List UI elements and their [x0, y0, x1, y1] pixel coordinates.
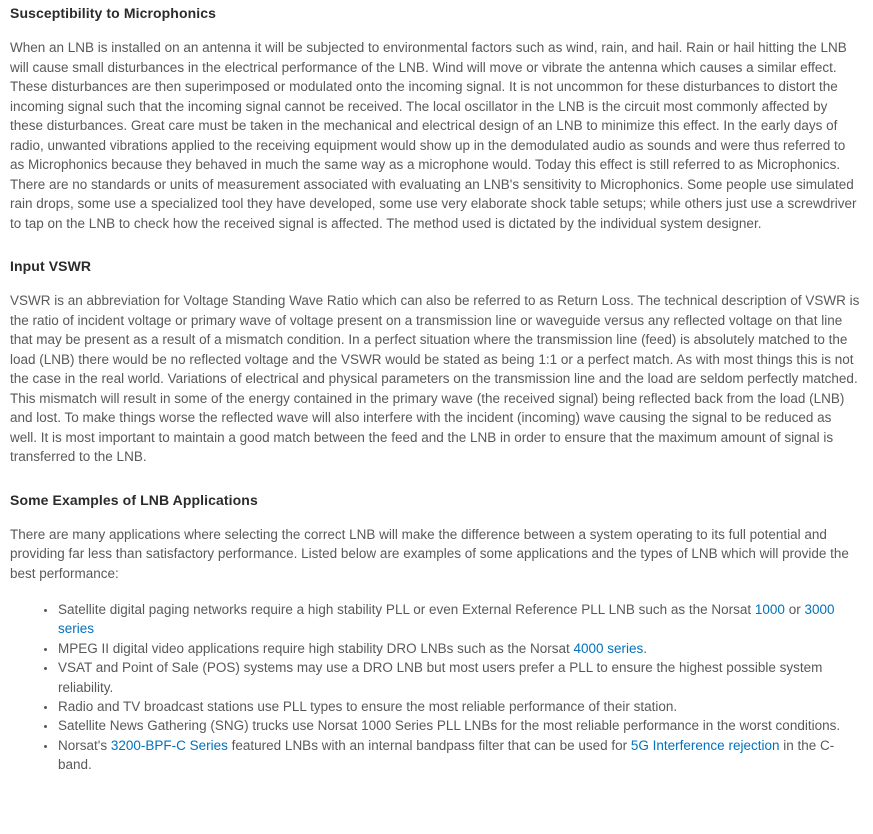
- list-item-text: in the C-band.: [58, 737, 835, 773]
- applications-list: [10, 600, 860, 775]
- list-item-text: Satellite digital paging networks require a high stability PLL or even External Reference PLL LNB such as the Norsat: [58, 602, 755, 617]
- list-item-text: featured LNBs with an internal bandpass filter that can be used for: [227, 737, 631, 753]
- input-vswr-heading: Input VSWR: [10, 258, 92, 274]
- input-vswr-paragraph: VSWR is an abbreviation for Voltage Standing Wave Ratio which can also be referred to as Return Loss. The technical description of VSWR is the ratio of incident voltage or primary wave of voltage present on a transmission line or waveguide versus any reflected voltage on that line that may be present as a result of a mismatch condition. In a perfect situation where the transmission line (feed) is absolutely matched to the load (LNB) there would be no reflected voltage and the VSWR would be stated as being 1:1 or a perfect match. As with most things this is not the case in the real world. Variations of electrical and physical parameters on the transmission line and the load are seldom perfectly matched. This mismatch will result in some of the energy contained in the primary wave (the received signal) being reflected back from the load (LNB) and lost. To make things worse the reflected wave will also interfere with the incident (incoming) wave causing the signal to be reduced as well. It is most important to maintain a good match between the feed and the LNB in order to ensure that the maximum amount of signal is transferred to the LNB.: [10, 293, 860, 464]
- section-input-vswr: [10, 258, 860, 467]
- link-3200-bpf-c-series[interactable]: 3200-BPF-C Series: [110, 737, 228, 753]
- list-item-text: Radio and TV broadcast stations use PLL types to ensure the most reliable performance of their station.: [58, 699, 678, 715]
- link-5g-interference-rejection[interactable]: 5G Interference rejection: [630, 737, 780, 753]
- list-item-text: VSAT and Point of Sale (POS) systems may use a DRO LNB but most users prefer a PLL to ensure the highest possible system reliability.: [58, 660, 823, 695]
- list-item-vsat-pos: [57, 658, 860, 697]
- list-item-text: or: [784, 602, 805, 617]
- link-norsat-1000-series[interactable]: 1000: [754, 602, 785, 617]
- lnb-applications-intro: There are many applications where selecting the correct LNB will make the difference between a system operating to its full potential and providing far less than satisfactory performance. Listed below are examples of some applications and the types of LNB which will provide the best performance:: [10, 526, 849, 581]
- lnb-applications-heading: Some Examples of LNB Applications: [10, 491, 258, 508]
- section-lnb-applications: [10, 492, 860, 775]
- link-norsat-4000-series[interactable]: 4000 series: [573, 640, 644, 656]
- list-item-radio-tv: [57, 697, 860, 716]
- microphonics-paragraph: When an LNB is installed on an antenna it will be subjected to environmental factors such as wind, rain, and hail. Rain or hail hitting the LNB will cause small disturbances in the electrical performance of the LNB. Wind will move or vibrate the antenna which causes a similar effect. These disturbances are then superimposed or modulated onto the incoming signal. It is not uncommon for these disturbances to distort the incoming signal such that the incoming signal cannot be received. The local oscillator in the LNB is the circuit most commonly affected by these disturbances. Great care must be taken in the mechanical and electrical design of an LNB to minimize this effect. In the early days of radio, unwanted vibrations applied to the receiving equipment would show up in the demodulated audio as sounds and were thus referred to as Microphonics because they behaved in much the same way as a microphone would. Today this effect is still referred to as Microphonics. There are no standards or units of measurement associated with evaluating an LNB's sensitivity to Microphonics. Some people use simulated rain drops, some use a specialized tool they have developed, some use very elaborate shock table setups; while others just use a screwdriver to tap on the LNB to check how the received signal is affected. The method used is dictated by the individual system designer.: [10, 40, 857, 231]
- list-item-bandpass-filter: [57, 736, 860, 775]
- link-norsat-3000-series[interactable]: 3000 series: [58, 602, 835, 637]
- microphonics-heading: Susceptibility to Microphonics: [10, 5, 217, 21]
- list-item-text: .: [643, 640, 648, 656]
- list-item-text: MPEG II digital video applications require high stability DRO LNBs such as the Norsat: [58, 640, 574, 656]
- list-item-sng-trucks: [57, 716, 860, 735]
- section-microphonics: [10, 5, 860, 233]
- list-item-text: Satellite News Gathering (SNG) trucks use Norsat 1000 Series PLL LNBs for the most reliable performance in the worst conditions.: [58, 718, 841, 734]
- list-item-text: Norsat's: [58, 737, 111, 753]
- list-item-mpeg-video: [57, 639, 860, 658]
- list-item-paging-networks: [57, 600, 860, 639]
